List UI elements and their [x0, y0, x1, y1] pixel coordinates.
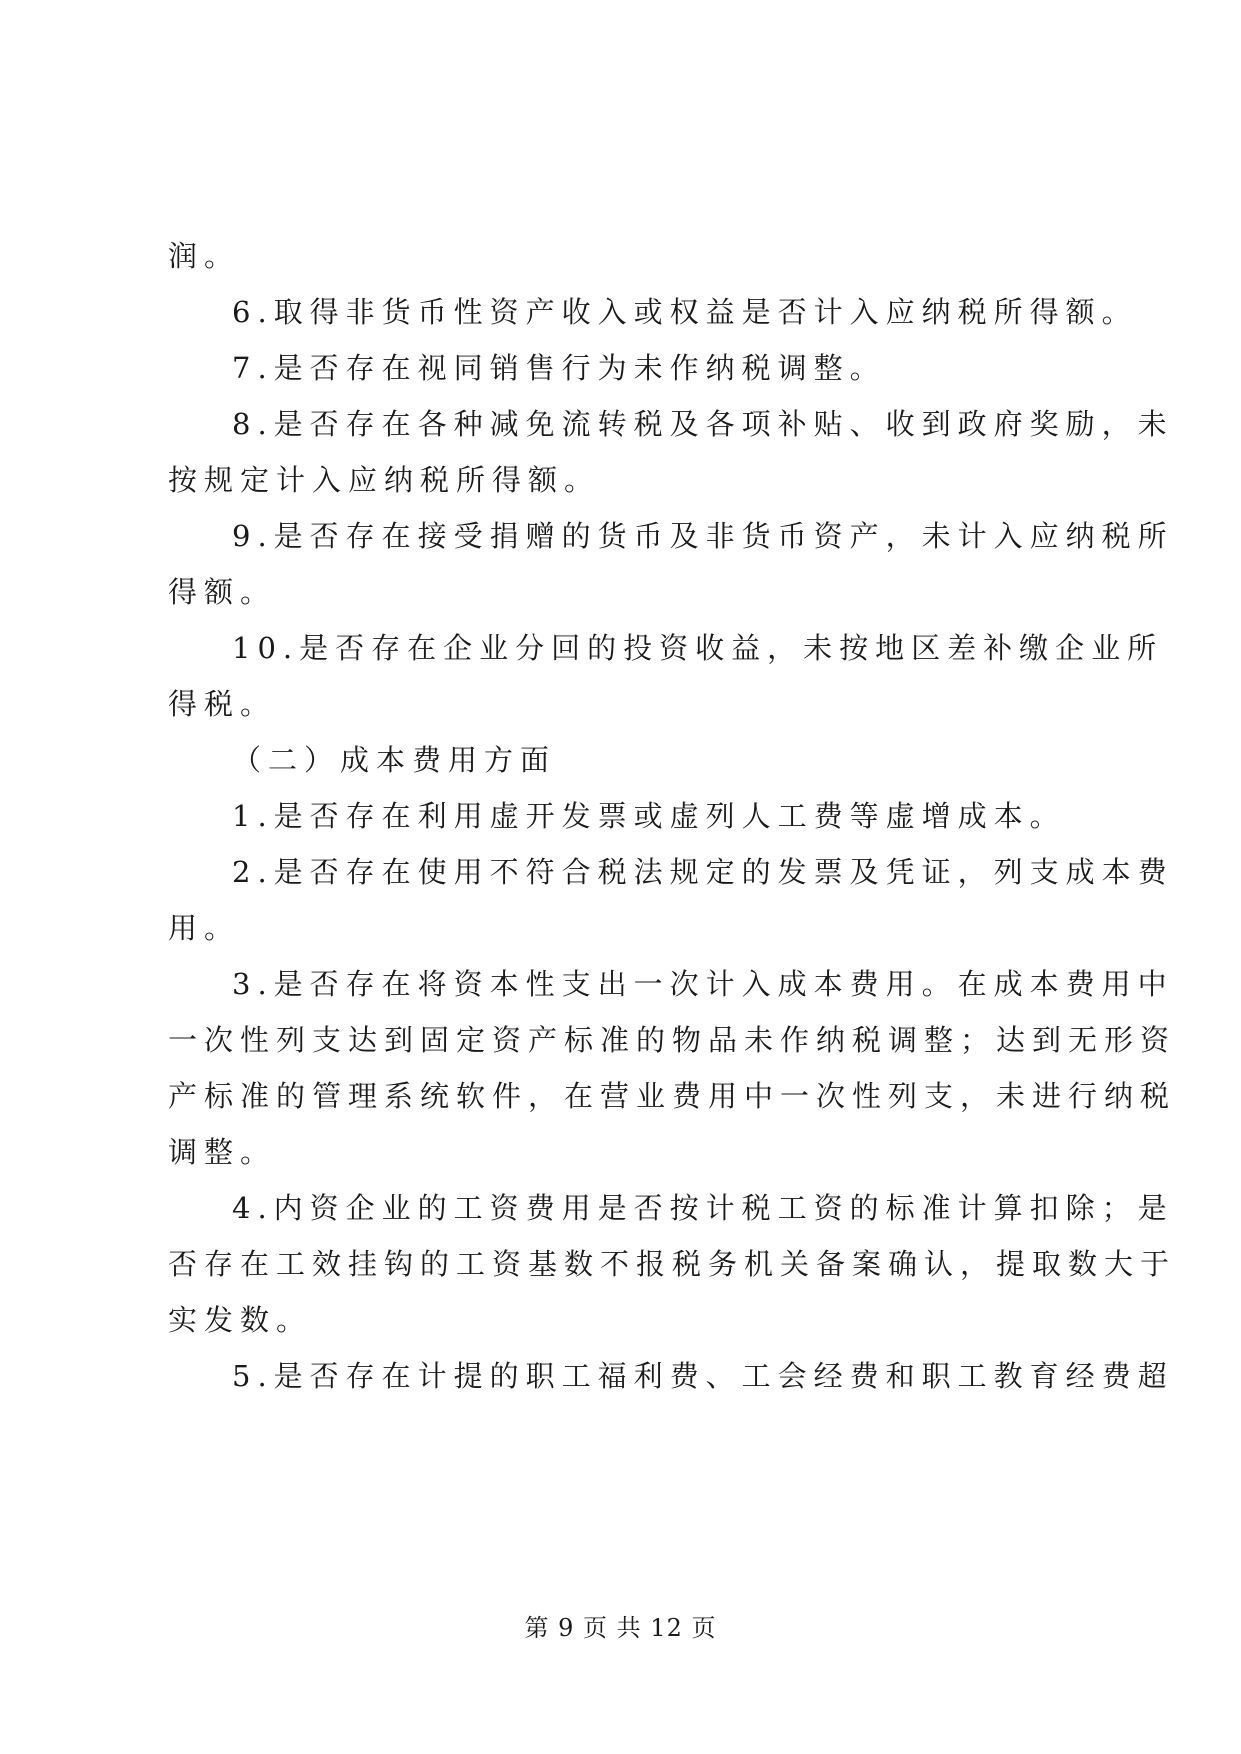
text-line: 得额。: [168, 575, 277, 609]
text-line: 得税。: [168, 687, 277, 721]
text-line: 8.是否存在各种减免流转税及各项补贴、收到政府奖励，未: [232, 407, 1174, 441]
text-line: 润。: [168, 239, 241, 273]
document-body: [168, 228, 1177, 1404]
text-line: 2.是否存在使用不符合税法规定的发票及凭证，列支成本费: [232, 855, 1174, 889]
text-line: 6.取得非货币性资产收入或权益是否计入应纳税所得额。: [232, 295, 1138, 329]
text-line: 按规定计入应纳税所得额。: [168, 463, 601, 497]
text-line: 3.是否存在将资本性支出一次计入成本费用。在成本费用中: [232, 967, 1174, 1001]
section-heading: （二）成本费用方面: [232, 743, 557, 777]
text-line: 10.是否存在企业分回的投资收益，未按地区差补缴企业所: [232, 631, 1164, 665]
text-line: 4.内资企业的工资费用是否按计税工资的标准计算扣除；是: [232, 1191, 1174, 1225]
text-line: 5.是否存在计提的职工福利费、工会经费和职工教育经费超: [232, 1359, 1174, 1393]
text-line: 实发数。: [168, 1303, 313, 1337]
text-line: 1.是否存在利用虚开发票或虚列人工费等虚增成本。: [232, 799, 1066, 833]
text-line: 9.是否存在接受捐赠的货币及非货币资产，未计入应纳税所: [232, 519, 1174, 553]
text-line: 一次性列支达到固定资产标准的物品未作纳税调整；达到无形资: [168, 1023, 1177, 1057]
text-line: 用。: [168, 911, 241, 945]
text-line: 否存在工效挂钩的工资基数不报税务机关备案确认，提取数大于: [168, 1247, 1177, 1281]
text-line: 调整。: [168, 1135, 277, 1169]
page-number-footer: 第 9 页 共 12 页: [524, 1614, 717, 1642]
text-line: 7.是否存在视同销售行为未作纳税调整。: [232, 351, 886, 385]
text-line: 产标准的管理系统软件，在营业费用中一次性列支，未进行纳税: [168, 1079, 1177, 1113]
